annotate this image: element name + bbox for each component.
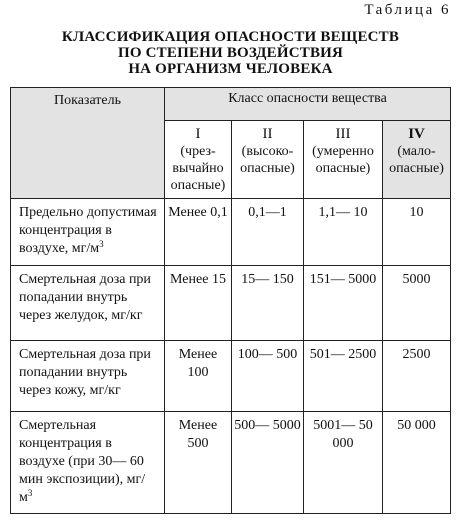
class-numeral: IV <box>408 126 425 142</box>
title-line-2: ПО СТЕПЕНИ ВОЗДЕЙСТВИЯ <box>117 45 344 61</box>
cell-class-4: 10 <box>383 199 451 266</box>
class-description: (мало-опасные) <box>389 144 444 176</box>
class-header-1 <box>165 121 232 199</box>
table-row <box>11 341 451 412</box>
row-indicator: Смертельная доза при попадании внутрь через желудок, мг/кг <box>11 266 165 341</box>
class-description: (чрез-вычайно опасные) <box>170 144 226 193</box>
cell-class-4: 2500 <box>383 341 451 412</box>
cell-class-2: 15— 150 <box>232 266 304 341</box>
cell-class-4: 50 000 <box>383 412 451 514</box>
class-header-3 <box>304 121 383 199</box>
table-title <box>0 29 461 77</box>
class-numeral: I <box>195 126 201 142</box>
header-row-group <box>11 88 451 121</box>
title-line-3: НА ОРГАНИЗМ ЧЕЛОВЕКА <box>128 61 333 77</box>
row-indicator: Смертельная доза при попадании внутрь через кожу, мг/кг <box>11 341 165 412</box>
row-indicator: Предельно допустимая концентрация в воздухе, $мг/м^3$ <box>11 199 165 266</box>
row-indicator: Смертельная концентрация в воздухе (при 30— 60 мин экспозиции), $мг/м^3$ <box>11 412 165 514</box>
cell-class-1: Менее 0,1 <box>165 199 232 266</box>
class-header-2 <box>232 121 304 199</box>
cell-class-3: 5001— 50 000 <box>304 412 383 514</box>
class-header-4 <box>383 121 451 199</box>
hazard-class-group-header: Класс опасности вещества <box>165 88 451 121</box>
table-row <box>11 199 451 266</box>
cell-class-1: Менее 15 <box>165 266 232 341</box>
class-numeral: II <box>262 126 273 142</box>
cell-class-2: 100— 500 <box>232 341 304 412</box>
hazard-classification-table <box>10 87 451 514</box>
cell-class-1: Менее 100 <box>165 341 232 412</box>
cell-class-3: 1,1— 10 <box>304 199 383 266</box>
cell-class-3: 501— 2500 <box>304 341 383 412</box>
cell-class-2: 500— 5000 <box>232 412 304 514</box>
cell-class-3: 151— 5000 <box>304 266 383 341</box>
cell-class-1: Менее 500 <box>165 412 232 514</box>
title-line-1: КЛАССИФИКАЦИЯ ОПАСНОСТИ ВЕЩЕСТВ <box>61 29 400 45</box>
table-number-label: Таблица 6 <box>364 2 451 18</box>
class-numeral: III <box>335 126 351 142</box>
indicator-column-header: Показатель <box>11 88 165 199</box>
table-row <box>11 266 451 341</box>
table-row <box>11 412 451 514</box>
class-description: (умеренно опасные) <box>312 144 374 176</box>
cell-class-4: 5000 <box>383 266 451 341</box>
class-description: (высоко-опасные) <box>240 144 295 176</box>
cell-class-2: 0,1—1 <box>232 199 304 266</box>
